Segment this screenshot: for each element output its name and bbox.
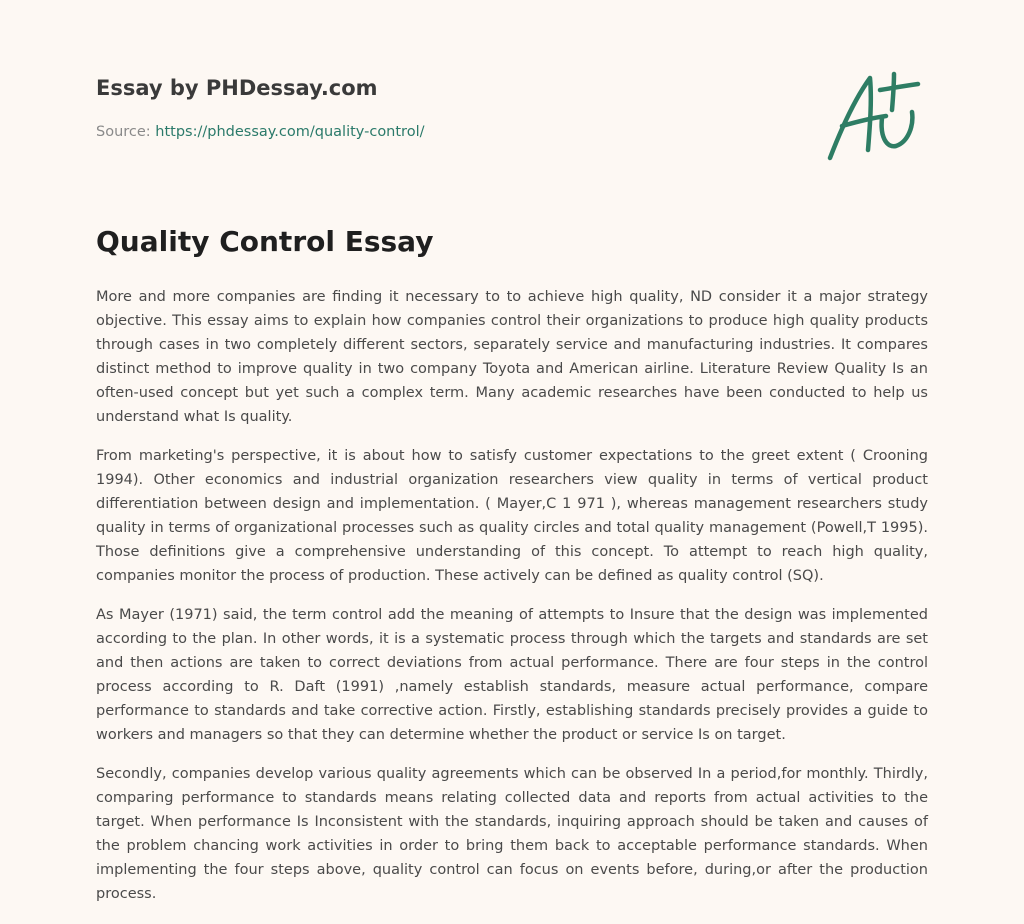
- essay-paragraph: Secondly, companies develop various quality agreements which can be observed In a period,for monthly. Thirdly, comparing performance to standards means relating collected data and reports from actual activities to the target. When performance Is Inconsistent with the standards, inquiring approach should be taken and causes of the problem chancing work activities in order to bring them back to acceptable performance standards. When implementing the four steps above, quality control can focus on events before, during,or after the production process.: [96, 766, 928, 902]
- essay-paragraph: More and more companies are finding it necessary to to achieve high quality, ND consider it a major strategy objective. This essay aims to explain how companies control their organizations to produce high quality products through cases in two completely different sectors, separately service and manufacturing industries. It compares distinct method to improve quality in two company Toyota and American airline. Literature Review Quality Is an often-used concept but yet such a complex term. Many academic researches have been conducted to help us understand what Is quality.: [96, 289, 928, 425]
- source-link[interactable]: https://phdessay.com/quality-control/: [155, 124, 425, 140]
- essay-paragraph: From marketing's perspective, it is about how to satisfy customer expectations to the greet extent ( Crooning 1994). Other economics and industrial organization researchers view quality in terms of vertical product differentiation between design and implementation. ( Mayer,C 1 971 ), whereas management researchers study quality in terms of organizational processes such as quality circles and total quality management (Powell,T 1995). Those definitions give a comprehensive understanding of this concept. To attempt to reach high quality, companies monitor the process of production. These actively can be defined as quality control (SQ).: [96, 448, 928, 584]
- site-brand: Essay by PHDessay.com: [96, 76, 378, 100]
- essay-body: [96, 285, 928, 921]
- a-plus-grade-icon: [826, 70, 924, 162]
- source-label: Source:: [96, 124, 151, 140]
- source-line: [96, 124, 425, 140]
- essay-paragraph: As Mayer (1971) said, the term control add the meaning of attempts to Insure that the design was implemented according to the plan. In other words, it is a systematic process through which the targets and standards are set and then actions are taken to correct deviations from actual performance. There are four steps in the control process according to R. Daft (1991) ,namely establish standards, measure actual performance, compare performance to standards and take corrective action. Firstly, establishing standards precisely provides a guide to workers and managers so that they can determine whether the product or service Is on target.: [96, 607, 928, 743]
- essay-title: Quality Control Essay: [96, 225, 434, 258]
